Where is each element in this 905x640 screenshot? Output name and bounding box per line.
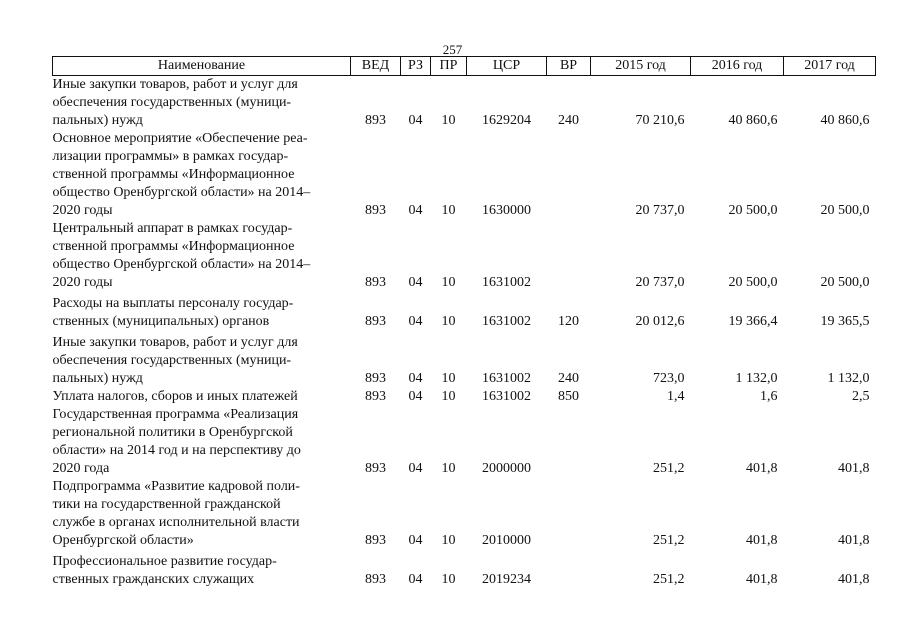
row-name-line: обеспечения государственных (муници- [52,353,292,368]
row-name [53,406,351,478]
cell-y2016: 19 366,4 [728,314,778,329]
cell-rz: 04 [408,533,423,548]
row-name-line: Основное мероприятие «Обеспечение реа- [52,131,308,146]
cell-y2015: 20 012,6 [635,314,685,329]
row-name [53,295,351,331]
cell-csr: 1631002 [482,314,531,329]
cell-y2016: 401,8 [746,461,778,476]
cell-pr: 10 [441,389,456,404]
cell-y2016: 401,8 [746,572,778,587]
cell-vr [547,130,591,220]
row-name [53,220,351,292]
cell-ved: 893 [365,389,386,404]
cell-y2015: 251,2 [653,461,685,476]
header-2016: 2016 год [691,57,784,76]
cell-y2017: 401,8 [838,461,870,476]
row-name-line: ственной программы «Информационное [52,167,295,182]
row-name-line: 2020 годы [52,203,113,218]
cell-csr: 2000000 [482,461,531,476]
row-name [53,388,351,406]
cell-pr: 10 [441,314,456,329]
cell-y2015: 251,2 [653,572,685,587]
cell-rz: 04 [408,572,423,587]
cell-vr [547,406,591,478]
header-csr: ЦСР [467,57,547,76]
cell-ved: 893 [365,113,386,128]
row-name-line: лизации программы» в рамках государ- [52,149,289,164]
row-name-line: 2020 годы [52,275,113,290]
row-name [53,334,351,388]
row-name-line: Оренбургской области» [52,533,194,548]
cell-y2017: 20 500,0 [820,203,870,218]
cell-y2015: 251,2 [653,533,685,548]
cell-rz: 04 [408,113,423,128]
cell-y2017: 401,8 [838,533,870,548]
row-name-line: Иные закупки товаров, работ и услуг для [52,77,298,92]
row-name [53,130,351,220]
table-row [53,334,876,388]
row-name-line: региональной политики в Оренбургской [52,425,293,440]
cell-y2015: 20 737,0 [635,203,685,218]
header-ved: ВЕД [351,57,401,76]
cell-csr: 1631002 [482,389,531,404]
cell-ved: 893 [365,314,386,329]
cell-y2015: 70 210,6 [635,113,685,128]
row-name-line: Государственная программа «Реализация [52,407,299,422]
table-row [53,478,876,550]
cell-vr: 240 [558,371,579,386]
cell-pr: 10 [441,275,456,290]
cell-y2016: 40 860,6 [728,113,778,128]
cell-y2015: 723,0 [653,371,685,386]
row-name-line: Иные закупки товаров, работ и услуг для [52,335,298,350]
cell-csr: 1629204 [482,113,531,128]
cell-rz: 04 [408,389,423,404]
cell-y2016: 1,6 [760,389,778,404]
cell-vr [547,478,591,550]
header-pr: ПР [431,57,467,76]
cell-y2017: 2,5 [852,389,870,404]
row-name-line: Уплата налогов, сборов и иных платежей [52,389,298,404]
cell-csr: 1631002 [482,371,531,386]
cell-pr: 10 [441,461,456,476]
row-name-line: Подпрограмма «Развитие кадровой поли- [52,479,300,494]
header-vr: ВР [547,57,591,76]
row-name-line: Профессиональное развитие государ- [52,554,277,569]
row-name-line: службе в органах исполнительной власти [52,515,300,530]
header-rz: РЗ [401,57,431,76]
row-name-line: общество Оренбургской области» на 2014– [52,185,311,200]
row-name-line: Расходы на выплаты персоналу государ- [52,296,294,311]
row-name-line: общество Оренбургской области» на 2014– [52,257,311,272]
table-row [53,388,876,406]
cell-csr: 2010000 [482,533,531,548]
cell-csr: 2019234 [482,572,531,587]
cell-vr [547,553,591,589]
cell-y2017: 19 365,5 [820,314,870,329]
cell-pr: 10 [441,533,456,548]
row-name-line: пальных) нужд [52,113,143,128]
cell-y2016: 401,8 [746,533,778,548]
cell-csr: 1631002 [482,275,531,290]
cell-rz: 04 [408,314,423,329]
row-name-line: 2020 года [52,461,110,476]
cell-y2017: 401,8 [838,572,870,587]
cell-vr: 850 [558,389,579,404]
cell-rz: 04 [408,461,423,476]
table-row [53,406,876,478]
cell-ved: 893 [365,461,386,476]
cell-rz: 04 [408,203,423,218]
cell-vr [547,220,591,292]
page-number: 257 [442,42,463,57]
row-name-line: области» на 2014 год и на перспективу до [52,443,301,458]
row-name-line: ственной программы «Информационное [52,239,295,254]
row-name [53,553,351,589]
cell-ved: 893 [365,275,386,290]
row-name [53,76,351,131]
table-row [53,76,876,131]
table-body [53,76,876,590]
cell-y2016: 20 500,0 [728,275,778,290]
row-name-line: обеспечения государственных (муници- [52,95,292,110]
cell-y2017: 1 132,0 [827,371,870,386]
table-row [53,553,876,589]
cell-vr: 120 [558,314,579,329]
cell-pr: 10 [441,371,456,386]
cell-pr: 10 [441,203,456,218]
cell-y2015: 20 737,0 [635,275,685,290]
table-row [53,295,876,331]
header-name: Наименование [53,57,351,76]
cell-ved: 893 [365,572,386,587]
cell-rz: 04 [408,371,423,386]
row-name-line: тики на государственной гражданской [52,497,281,512]
cell-rz: 04 [408,275,423,290]
cell-y2015: 1,4 [667,389,685,404]
row-name-line: пальных) нужд [52,371,143,386]
row-name-line: Центральный аппарат в рамках государ- [52,221,293,236]
cell-pr: 10 [441,572,456,587]
cell-y2016: 1 132,0 [735,371,778,386]
header-2017: 2017 год [784,57,876,76]
cell-y2017: 20 500,0 [820,275,870,290]
row-name-line: ственных (муниципальных) органов [52,314,270,329]
cell-vr: 240 [558,113,579,128]
row-name [53,478,351,550]
cell-y2016: 20 500,0 [728,203,778,218]
table-row [53,130,876,220]
row-name-line: ственных гражданских служащих [52,572,255,587]
table-header-row [53,57,876,76]
cell-csr: 1630000 [482,203,531,218]
cell-ved: 893 [365,371,386,386]
header-2015: 2015 год [591,57,691,76]
budget-table [52,56,876,589]
cell-ved: 893 [365,533,386,548]
cell-ved: 893 [365,203,386,218]
cell-pr: 10 [441,113,456,128]
table-row [53,220,876,292]
cell-y2017: 40 860,6 [820,113,870,128]
